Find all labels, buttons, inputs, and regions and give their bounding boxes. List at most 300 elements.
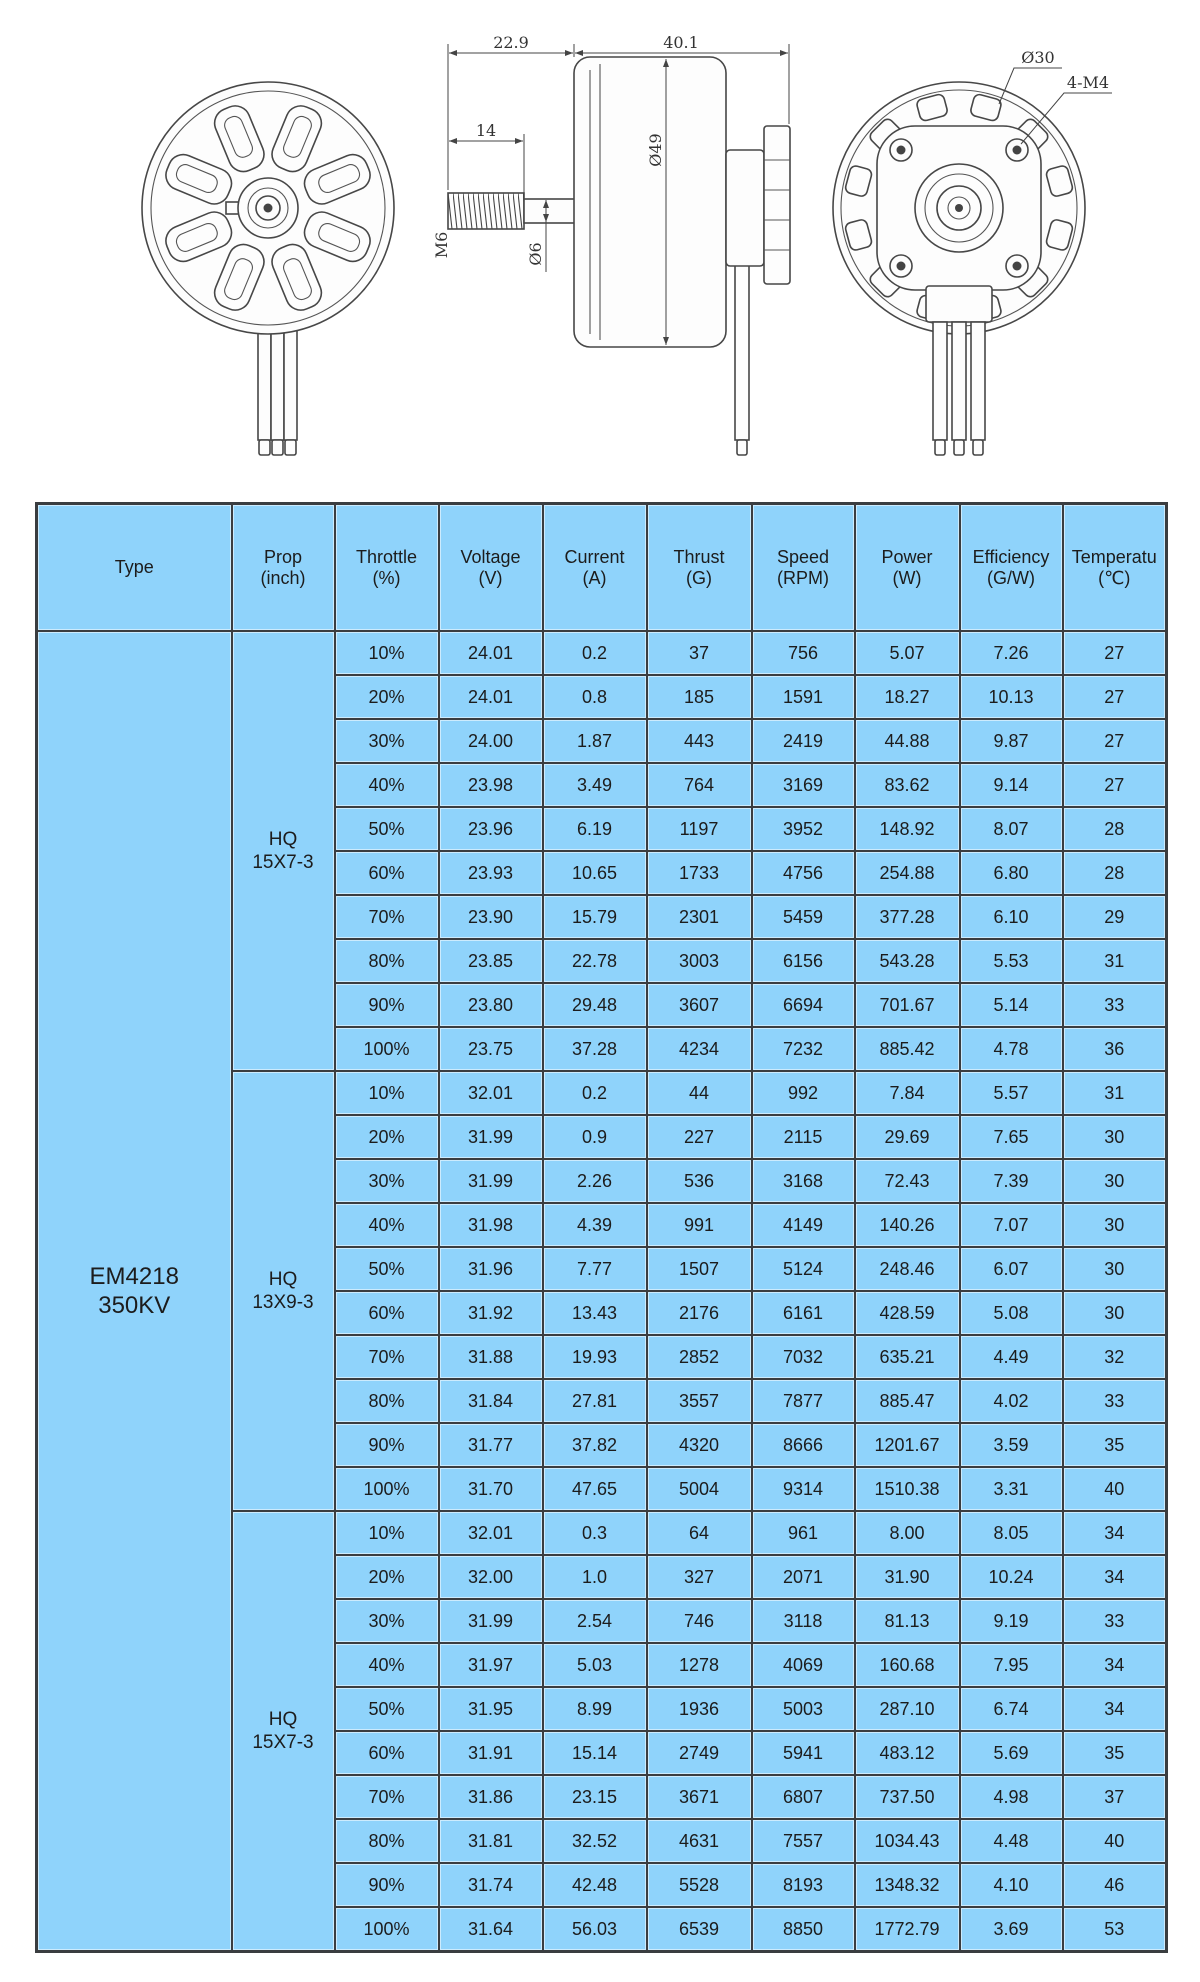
temperature-cell: 40 bbox=[1063, 1467, 1167, 1511]
throttle-cell: 40% bbox=[335, 1643, 439, 1687]
efficiency-cell: 8.07 bbox=[960, 807, 1063, 851]
header-temperature bbox=[1063, 504, 1167, 632]
efficiency-cell: 4.98 bbox=[960, 1775, 1063, 1819]
current-cell: 6.19 bbox=[543, 807, 647, 851]
power-cell: 160.68 bbox=[855, 1643, 960, 1687]
efficiency-cell: 6.10 bbox=[960, 895, 1063, 939]
efficiency-cell: 10.13 bbox=[960, 675, 1063, 719]
throttle-cell: 30% bbox=[335, 1159, 439, 1203]
voltage-cell: 31.91 bbox=[439, 1731, 543, 1775]
efficiency-cell: 9.19 bbox=[960, 1599, 1063, 1643]
temperature-cell: 35 bbox=[1063, 1423, 1167, 1467]
power-cell: 5.07 bbox=[855, 631, 960, 675]
dim-label-30: Ø30 bbox=[1021, 48, 1055, 67]
current-cell: 0.8 bbox=[543, 675, 647, 719]
wire bbox=[952, 322, 966, 440]
power-cell: 885.42 bbox=[855, 1027, 960, 1071]
current-cell: 22.78 bbox=[543, 939, 647, 983]
current-cell: 2.54 bbox=[543, 1599, 647, 1643]
plain-shaft bbox=[524, 199, 576, 223]
speed-cell: 2115 bbox=[752, 1115, 855, 1159]
temperature-cell: 27 bbox=[1063, 763, 1167, 807]
efficiency-cell: 7.95 bbox=[960, 1643, 1063, 1687]
temperature-cell: 33 bbox=[1063, 1599, 1167, 1643]
temperature-cell: 31 bbox=[1063, 939, 1167, 983]
header-current bbox=[543, 504, 647, 632]
motor-technical-drawing bbox=[0, 0, 1200, 470]
speed-cell: 7557 bbox=[752, 1819, 855, 1863]
wire-end-cap bbox=[935, 440, 945, 455]
temperature-cell: 28 bbox=[1063, 851, 1167, 895]
speed-cell: 3952 bbox=[752, 807, 855, 851]
speed-cell: 8666 bbox=[752, 1423, 855, 1467]
wire-end-cap bbox=[272, 440, 283, 455]
thrust-cell: 6539 bbox=[647, 1907, 752, 1952]
thrust-cell: 746 bbox=[647, 1599, 752, 1643]
speed-cell: 7032 bbox=[752, 1335, 855, 1379]
thrust-cell: 2749 bbox=[647, 1731, 752, 1775]
voltage-cell: 31.88 bbox=[439, 1335, 543, 1379]
shaft-center bbox=[955, 204, 963, 212]
current-cell: 8.99 bbox=[543, 1687, 647, 1731]
header-title: Voltage bbox=[460, 546, 521, 567]
header-unit: (G/W) bbox=[987, 567, 1035, 588]
thrust-cell: 44 bbox=[647, 1071, 752, 1115]
temperature-cell: 27 bbox=[1063, 675, 1167, 719]
power-cell: 428.59 bbox=[855, 1291, 960, 1335]
header-title: Speed bbox=[776, 546, 830, 567]
header-title: Throttle bbox=[355, 546, 418, 567]
current-cell: 3.49 bbox=[543, 763, 647, 807]
side-view-wire bbox=[735, 262, 749, 440]
prop-cell bbox=[232, 1071, 335, 1511]
current-cell: 47.65 bbox=[543, 1467, 647, 1511]
throttle-cell: 60% bbox=[335, 1291, 439, 1335]
speed-cell: 961 bbox=[752, 1511, 855, 1555]
voltage-cell: 24.01 bbox=[439, 631, 543, 675]
power-cell: 248.46 bbox=[855, 1247, 960, 1291]
voltage-cell: 23.96 bbox=[439, 807, 543, 851]
header-row bbox=[37, 504, 1167, 632]
voltage-cell: 23.90 bbox=[439, 895, 543, 939]
header-title: Type bbox=[114, 557, 154, 577]
power-cell: 72.43 bbox=[855, 1159, 960, 1203]
prop-line: HQ bbox=[268, 1709, 298, 1730]
efficiency-cell: 6.74 bbox=[960, 1687, 1063, 1731]
temperature-cell: 30 bbox=[1063, 1247, 1167, 1291]
dim-label-14: 14 bbox=[475, 121, 497, 140]
voltage-cell: 31.99 bbox=[439, 1599, 543, 1643]
temperature-cell: 36 bbox=[1063, 1027, 1167, 1071]
voltage-cell: 24.01 bbox=[439, 675, 543, 719]
efficiency-cell: 5.57 bbox=[960, 1071, 1063, 1115]
temperature-cell: 34 bbox=[1063, 1643, 1167, 1687]
dim-label-m4: 4-M4 bbox=[1066, 73, 1110, 92]
thrust-cell: 4320 bbox=[647, 1423, 752, 1467]
type-line: EM4218 bbox=[89, 1263, 179, 1290]
temperature-cell: 53 bbox=[1063, 1907, 1167, 1952]
speed-cell: 8850 bbox=[752, 1907, 855, 1952]
cable-exit bbox=[926, 286, 992, 322]
speed-cell: 5459 bbox=[752, 895, 855, 939]
power-cell: 1034.43 bbox=[855, 1819, 960, 1863]
header-voltage bbox=[439, 504, 543, 632]
temperature-cell: 33 bbox=[1063, 983, 1167, 1027]
thrust-cell: 3671 bbox=[647, 1775, 752, 1819]
power-cell: 737.50 bbox=[855, 1775, 960, 1819]
prop-line: HQ bbox=[268, 829, 298, 850]
table-body bbox=[37, 631, 1167, 1952]
throttle-cell: 90% bbox=[335, 983, 439, 1027]
wire-end-cap bbox=[954, 440, 964, 455]
efficiency-cell: 10.24 bbox=[960, 1555, 1063, 1599]
speed-cell: 3169 bbox=[752, 763, 855, 807]
header-unit: (%) bbox=[372, 567, 401, 588]
efficiency-cell: 3.69 bbox=[960, 1907, 1063, 1952]
temperature-cell: 27 bbox=[1063, 719, 1167, 763]
current-cell: 15.14 bbox=[543, 1731, 647, 1775]
temperature-cell: 30 bbox=[1063, 1115, 1167, 1159]
efficiency-cell: 6.07 bbox=[960, 1247, 1063, 1291]
voltage-cell: 31.92 bbox=[439, 1291, 543, 1335]
voltage-cell: 31.99 bbox=[439, 1159, 543, 1203]
thrust-cell: 1936 bbox=[647, 1687, 752, 1731]
thrust-cell: 5004 bbox=[647, 1467, 752, 1511]
thrust-cell: 227 bbox=[647, 1115, 752, 1159]
header-prop bbox=[232, 504, 335, 632]
speed-cell: 756 bbox=[752, 631, 855, 675]
dim-label-40-1: 40.1 bbox=[663, 33, 699, 52]
throttle-cell: 100% bbox=[335, 1907, 439, 1952]
current-cell: 15.79 bbox=[543, 895, 647, 939]
mount-hex bbox=[764, 126, 790, 284]
speed-cell: 8193 bbox=[752, 1863, 855, 1907]
prop-line: 15X7-3 bbox=[252, 852, 314, 873]
throttle-cell: 50% bbox=[335, 807, 439, 851]
thrust-cell: 4234 bbox=[647, 1027, 752, 1071]
speed-cell: 992 bbox=[752, 1071, 855, 1115]
current-cell: 27.81 bbox=[543, 1379, 647, 1423]
prop-cell bbox=[232, 631, 335, 1071]
prop-line: 13X9-3 bbox=[252, 1292, 314, 1313]
thrust-cell: 2301 bbox=[647, 895, 752, 939]
power-cell: 1201.67 bbox=[855, 1423, 960, 1467]
temperature-cell: 28 bbox=[1063, 807, 1167, 851]
mount-hole-center bbox=[1013, 262, 1022, 271]
temperature-cell: 34 bbox=[1063, 1555, 1167, 1599]
temperature-cell: 34 bbox=[1063, 1687, 1167, 1731]
current-cell: 56.03 bbox=[543, 1907, 647, 1952]
thrust-cell: 991 bbox=[647, 1203, 752, 1247]
thrust-cell: 3003 bbox=[647, 939, 752, 983]
voltage-cell: 31.81 bbox=[439, 1819, 543, 1863]
efficiency-cell: 9.87 bbox=[960, 719, 1063, 763]
throttle-cell: 20% bbox=[335, 1115, 439, 1159]
voltage-cell: 23.85 bbox=[439, 939, 543, 983]
current-cell: 42.48 bbox=[543, 1863, 647, 1907]
power-cell: 543.28 bbox=[855, 939, 960, 983]
wire-end-cap bbox=[285, 440, 296, 455]
throttle-cell: 70% bbox=[335, 895, 439, 939]
voltage-cell: 31.97 bbox=[439, 1643, 543, 1687]
power-cell: 18.27 bbox=[855, 675, 960, 719]
power-cell: 81.13 bbox=[855, 1599, 960, 1643]
current-cell: 32.52 bbox=[543, 1819, 647, 1863]
header-title: Efficiency bbox=[972, 546, 1050, 567]
speed-cell: 3168 bbox=[752, 1159, 855, 1203]
power-cell: 1510.38 bbox=[855, 1467, 960, 1511]
current-cell: 1.87 bbox=[543, 719, 647, 763]
temperature-cell: 40 bbox=[1063, 1819, 1167, 1863]
thrust-cell: 536 bbox=[647, 1159, 752, 1203]
voltage-cell: 31.64 bbox=[439, 1907, 543, 1952]
speed-cell: 6807 bbox=[752, 1775, 855, 1819]
thrust-cell: 1507 bbox=[647, 1247, 752, 1291]
header-title: Thrust bbox=[673, 546, 725, 567]
power-cell: 83.62 bbox=[855, 763, 960, 807]
thrust-cell: 185 bbox=[647, 675, 752, 719]
header-power bbox=[855, 504, 960, 632]
header-unit: (W) bbox=[892, 567, 922, 588]
speed-cell: 5003 bbox=[752, 1687, 855, 1731]
current-cell: 37.28 bbox=[543, 1027, 647, 1071]
speed-cell: 2071 bbox=[752, 1555, 855, 1599]
power-cell: 287.10 bbox=[855, 1687, 960, 1731]
temperature-cell: 35 bbox=[1063, 1731, 1167, 1775]
speed-cell: 6156 bbox=[752, 939, 855, 983]
current-cell: 5.03 bbox=[543, 1643, 647, 1687]
thrust-cell: 764 bbox=[647, 763, 752, 807]
header-unit: (G) bbox=[686, 567, 712, 588]
voltage-cell: 31.96 bbox=[439, 1247, 543, 1291]
efficiency-cell: 4.49 bbox=[960, 1335, 1063, 1379]
current-cell: 7.77 bbox=[543, 1247, 647, 1291]
wire-end-cap bbox=[737, 440, 747, 455]
throttle-cell: 30% bbox=[335, 1599, 439, 1643]
power-cell: 701.67 bbox=[855, 983, 960, 1027]
current-cell: 0.2 bbox=[543, 631, 647, 675]
voltage-cell: 32.01 bbox=[439, 1071, 543, 1115]
efficiency-cell: 9.14 bbox=[960, 763, 1063, 807]
header-unit: (inch) bbox=[260, 567, 306, 588]
power-cell: 140.26 bbox=[855, 1203, 960, 1247]
header-thrust bbox=[647, 504, 752, 632]
throttle-cell: 100% bbox=[335, 1467, 439, 1511]
header-unit: (℃) bbox=[1098, 567, 1131, 588]
efficiency-cell: 4.02 bbox=[960, 1379, 1063, 1423]
throttle-cell: 10% bbox=[335, 631, 439, 675]
efficiency-cell: 7.07 bbox=[960, 1203, 1063, 1247]
speed-cell: 1591 bbox=[752, 675, 855, 719]
current-cell: 0.2 bbox=[543, 1071, 647, 1115]
voltage-cell: 31.98 bbox=[439, 1203, 543, 1247]
thrust-cell: 64 bbox=[647, 1511, 752, 1555]
thrust-cell: 1197 bbox=[647, 807, 752, 851]
voltage-cell: 32.01 bbox=[439, 1511, 543, 1555]
header-speed bbox=[752, 504, 855, 632]
temperature-cell: 31 bbox=[1063, 1071, 1167, 1115]
efficiency-cell: 5.08 bbox=[960, 1291, 1063, 1335]
speed-cell: 5941 bbox=[752, 1731, 855, 1775]
efficiency-cell: 5.53 bbox=[960, 939, 1063, 983]
throttle-cell: 20% bbox=[335, 1555, 439, 1599]
header-unit: (V) bbox=[478, 567, 503, 588]
temperature-cell: 37 bbox=[1063, 1775, 1167, 1819]
efficiency-cell: 7.26 bbox=[960, 631, 1063, 675]
throttle-cell: 10% bbox=[335, 1511, 439, 1555]
header-type bbox=[37, 504, 232, 632]
motor-base bbox=[726, 150, 764, 266]
voltage-cell: 23.93 bbox=[439, 851, 543, 895]
throttle-cell: 90% bbox=[335, 1423, 439, 1467]
performance-table bbox=[35, 502, 1168, 1953]
dim-label-49: Ø49 bbox=[646, 133, 665, 167]
temperature-cell: 30 bbox=[1063, 1159, 1167, 1203]
power-cell: 254.88 bbox=[855, 851, 960, 895]
efficiency-cell: 3.59 bbox=[960, 1423, 1063, 1467]
efficiency-cell: 4.48 bbox=[960, 1819, 1063, 1863]
power-cell: 31.90 bbox=[855, 1555, 960, 1599]
voltage-cell: 24.00 bbox=[439, 719, 543, 763]
thrust-cell: 4631 bbox=[647, 1819, 752, 1863]
motor-bell-body bbox=[574, 57, 726, 347]
speed-cell: 4069 bbox=[752, 1643, 855, 1687]
thrust-cell: 3607 bbox=[647, 983, 752, 1027]
mount-hole-center bbox=[897, 146, 906, 155]
speed-cell: 3118 bbox=[752, 1599, 855, 1643]
throttle-cell: 80% bbox=[335, 939, 439, 983]
current-cell: 29.48 bbox=[543, 983, 647, 1027]
power-cell: 635.21 bbox=[855, 1335, 960, 1379]
power-cell: 148.92 bbox=[855, 807, 960, 851]
prop-line: 15X7-3 bbox=[252, 1732, 314, 1753]
throttle-cell: 80% bbox=[335, 1819, 439, 1863]
power-cell: 1348.32 bbox=[855, 1863, 960, 1907]
efficiency-cell: 8.05 bbox=[960, 1511, 1063, 1555]
current-cell: 13.43 bbox=[543, 1291, 647, 1335]
efficiency-cell: 3.31 bbox=[960, 1467, 1063, 1511]
throttle-cell: 40% bbox=[335, 763, 439, 807]
shaft-center bbox=[264, 204, 273, 213]
throttle-cell: 70% bbox=[335, 1335, 439, 1379]
header-unit: (RPM) bbox=[777, 567, 829, 588]
throttle-cell: 30% bbox=[335, 719, 439, 763]
prop-line: HQ bbox=[268, 1269, 298, 1290]
temperature-cell: 29 bbox=[1063, 895, 1167, 939]
voltage-cell: 31.70 bbox=[439, 1467, 543, 1511]
current-cell: 19.93 bbox=[543, 1335, 647, 1379]
header-unit: (A) bbox=[582, 567, 607, 588]
efficiency-cell: 4.10 bbox=[960, 1863, 1063, 1907]
thrust-cell: 327 bbox=[647, 1555, 752, 1599]
temperature-cell: 30 bbox=[1063, 1291, 1167, 1335]
dim-label-m6: M6 bbox=[432, 231, 451, 259]
header-title: Temperatu bbox=[1071, 546, 1157, 567]
thrust-cell: 443 bbox=[647, 719, 752, 763]
throttle-cell: 60% bbox=[335, 851, 439, 895]
efficiency-cell: 7.65 bbox=[960, 1115, 1063, 1159]
voltage-cell: 31.77 bbox=[439, 1423, 543, 1467]
temperature-cell: 34 bbox=[1063, 1511, 1167, 1555]
throttle-cell: 70% bbox=[335, 1775, 439, 1819]
current-cell: 37.82 bbox=[543, 1423, 647, 1467]
header-title: Prop bbox=[263, 546, 303, 567]
power-cell: 1772.79 bbox=[855, 1907, 960, 1952]
speed-cell: 9314 bbox=[752, 1467, 855, 1511]
voltage-cell: 31.95 bbox=[439, 1687, 543, 1731]
efficiency-cell: 6.80 bbox=[960, 851, 1063, 895]
thrust-cell: 2176 bbox=[647, 1291, 752, 1335]
thrust-cell: 3557 bbox=[647, 1379, 752, 1423]
wire bbox=[933, 322, 947, 440]
throttle-cell: 100% bbox=[335, 1027, 439, 1071]
voltage-cell: 23.75 bbox=[439, 1027, 543, 1071]
wire-end-cap bbox=[259, 440, 270, 455]
temperature-cell: 46 bbox=[1063, 1863, 1167, 1907]
temperature-cell: 27 bbox=[1063, 631, 1167, 675]
throttle-cell: 20% bbox=[335, 675, 439, 719]
speed-cell: 7877 bbox=[752, 1379, 855, 1423]
speed-cell: 4149 bbox=[752, 1203, 855, 1247]
thrust-cell: 2852 bbox=[647, 1335, 752, 1379]
speed-cell: 5124 bbox=[752, 1247, 855, 1291]
current-cell: 0.9 bbox=[543, 1115, 647, 1159]
voltage-cell: 31.84 bbox=[439, 1379, 543, 1423]
throttle-cell: 10% bbox=[335, 1071, 439, 1115]
thrust-cell: 1733 bbox=[647, 851, 752, 895]
current-cell: 0.3 bbox=[543, 1511, 647, 1555]
power-cell: 483.12 bbox=[855, 1731, 960, 1775]
type-cell bbox=[37, 631, 232, 1952]
dim-label-22-9: 22.9 bbox=[493, 33, 529, 52]
type-line: 350KV bbox=[98, 1292, 171, 1319]
current-cell: 2.26 bbox=[543, 1159, 647, 1203]
efficiency-cell: 4.78 bbox=[960, 1027, 1063, 1071]
speed-cell: 2419 bbox=[752, 719, 855, 763]
power-cell: 29.69 bbox=[855, 1115, 960, 1159]
header-title: Power bbox=[881, 546, 933, 567]
efficiency-cell: 7.39 bbox=[960, 1159, 1063, 1203]
power-cell: 7.84 bbox=[855, 1071, 960, 1115]
efficiency-cell: 5.69 bbox=[960, 1731, 1063, 1775]
wire bbox=[971, 322, 985, 440]
side-view bbox=[432, 33, 790, 455]
wire-end-cap bbox=[973, 440, 983, 455]
table-header bbox=[37, 504, 1167, 632]
voltage-cell: 23.80 bbox=[439, 983, 543, 1027]
throttle-cell: 50% bbox=[335, 1247, 439, 1291]
throttle-cell: 80% bbox=[335, 1379, 439, 1423]
voltage-cell: 23.98 bbox=[439, 763, 543, 807]
throttle-cell: 50% bbox=[335, 1687, 439, 1731]
voltage-cell: 31.86 bbox=[439, 1775, 543, 1819]
thrust-cell: 1278 bbox=[647, 1643, 752, 1687]
voltage-cell: 31.74 bbox=[439, 1863, 543, 1907]
power-cell: 885.47 bbox=[855, 1379, 960, 1423]
dim-label-6: Ø6 bbox=[526, 242, 545, 266]
voltage-cell: 31.99 bbox=[439, 1115, 543, 1159]
mount-hole-center bbox=[1013, 146, 1022, 155]
rear-view bbox=[833, 48, 1112, 455]
speed-cell: 7232 bbox=[752, 1027, 855, 1071]
throttle-cell: 40% bbox=[335, 1203, 439, 1247]
power-cell: 8.00 bbox=[855, 1511, 960, 1555]
threaded-shaft bbox=[448, 193, 524, 229]
mount-hole-center bbox=[897, 262, 906, 271]
front-view bbox=[142, 82, 394, 455]
speed-cell: 6161 bbox=[752, 1291, 855, 1335]
thrust-cell: 37 bbox=[647, 631, 752, 675]
